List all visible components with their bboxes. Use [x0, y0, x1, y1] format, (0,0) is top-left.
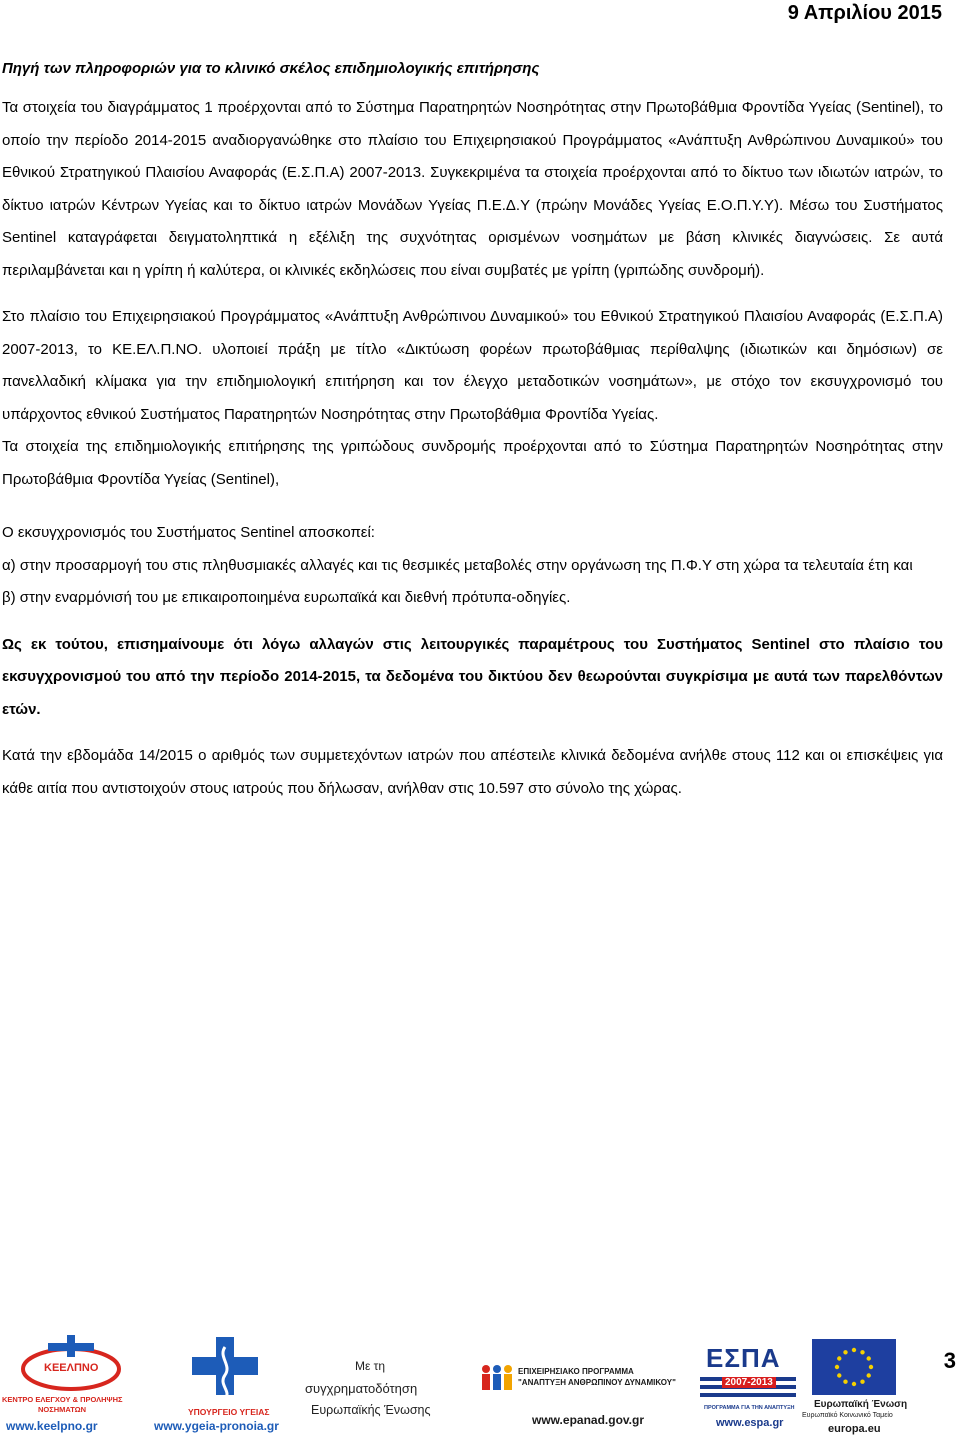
- eu-star-icon: [860, 1380, 864, 1384]
- espa-name: ΕΣΠΑ: [706, 1343, 781, 1373]
- paragraph-flu-data: Τα στοιχεία της επιδημιολογικής επιτήρησης της γριπώδους συνδρομής προέρχονται από το Σύστημα Παρατηρητών Νοσηρότητας στην Πρωτοβάθμια Φροντίδα Υγείας (Sentinel),: [2, 438, 943, 488]
- eu-star-icon: [837, 1356, 841, 1360]
- ministry-url[interactable]: www.ygeia-pronoia.gr: [154, 1419, 279, 1433]
- eu-flag-icon: [812, 1339, 896, 1395]
- eu-star-icon: [837, 1373, 841, 1377]
- eu-star-icon: [867, 1356, 871, 1360]
- ministry-logo: [152, 1333, 302, 1440]
- espa-url[interactable]: www.espa.gr: [716, 1417, 784, 1429]
- epanad-logo: [476, 1357, 694, 1437]
- espa-logo: [700, 1343, 800, 1437]
- paragraph-goal-b: β) στην εναρμόνισή του με επικαιροποιημένα ευρωπαϊκά και διεθνή πρότυπα-οδηγίες.: [2, 589, 571, 606]
- eu-star-icon: [860, 1350, 864, 1354]
- epanad-line1: ΕΠΙΧΕΙΡΗΣΙΑΚΟ ΠΡΟΓΡΑΜΜΑ: [518, 1367, 634, 1376]
- section-title: Πηγή των πληροφοριών για το κλινικό σκέλος επιδημιολογικής επιτήρησης: [2, 60, 540, 77]
- cofunding-line1: Με τη: [355, 1359, 386, 1373]
- paragraph-week-stats: Κατά την εβδομάδα 14/2015 ο αριθμός των συμμετεχόντων ιατρών που απέστειλε κλινικά δεδομένα ανήλθε στους 112 και οι επισκέψεις για κάθε αιτία που αντιστοιχούν στους ιατρούς που δήλωσαν, ανήλθαν στις 10.597 στο σύνολο της χώρας.: [2, 747, 943, 797]
- keelpno-line1: ΚΕΝΤΡΟ ΕΛΕΓΧΟΥ & ΠΡΟΛΗΨΗΣ: [2, 1395, 123, 1404]
- paragraph-modernisation: Ο εκσυγχρονισμός του Συστήματος Sentinel αποσκοπεί:: [2, 524, 375, 541]
- epanad-line2: "ΑΝΑΠΤΥΞΗ ΑΝΘΡΩΠΙΝΟΥ ΔΥΝΑΜΙΚΟΥ": [518, 1378, 676, 1387]
- eu-star-icon: [843, 1350, 847, 1354]
- ministry-cross-icon: [182, 1333, 272, 1405]
- eu-line2: Ευρωπαϊκό Κοινωνικό Ταμείο: [802, 1412, 893, 1419]
- eu-star-icon: [869, 1365, 873, 1369]
- eu-line1: Ευρωπαϊκή Ένωση: [814, 1399, 908, 1410]
- keelpno-logo: [0, 1333, 142, 1440]
- paragraph-data-source: Τα στοιχεία του διαγράμματος 1 προέρχονται από το Σύστημα Παρατηρητών Νοσηρότητας στην Πρωτοβάθμια Φροντίδα Υγείας (Sentinel), το οποίο την περίοδο 2014-2015 αναδιοργανώθηκε στο πλαίσιο του Επιχειρησιακού Προγράμματος «Ανάπτυξη Ανθρώπινου Δυναμικού» του Εθνικού Στρατηγικού Πλαισίου Αναφοράς (Ε.Σ.Π.Α) 2007-2013. Συγκεκριμένα τα στοιχεία προέρχονται από το δίκτυο των ιδιωτών ιατρών, το δίκτυο ιατρών Κέντρων Υγείας και το δίκτυο ιατρών Μονάδων Υγείας Π.Ε.Δ.Υ (πρώην Μονάδες Υγείας Ε.Ο.Π.Υ.Υ). Μέσω του Συστήματος Sentinel καταγράφεται δειγματοληπτικά η εξέλιξη της συχνότητας ορισμένων νοσημάτων με βάση κλινικές διαγνώσεις. Σε αυτά περιλαμβάνεται και η γρίπη ή καλύτερα, οι κλινικές εκδηλώσεις που είναι συμβατές με γρίπη (γριπώδης συνδρομή).: [2, 99, 943, 279]
- eu-url[interactable]: europa.eu: [828, 1423, 881, 1435]
- espa-years: 2007-2013: [722, 1377, 776, 1388]
- eu-star-icon: [852, 1348, 856, 1352]
- cofunding-line3: Ευρωπαϊκής Ένωσης: [311, 1403, 431, 1417]
- footer-logos: [0, 1333, 960, 1440]
- cofunding-line2: συγχρηματοδότηση: [305, 1381, 418, 1396]
- eu-logo: [800, 1339, 908, 1439]
- espa-line: ΠΡΟΓΡΑΜΜΑ ΓΙΑ ΤΗΝ ΑΝΑΠΤΥΞΗ: [704, 1405, 795, 1411]
- epanad-figures-icon: [476, 1363, 516, 1399]
- keelpno-url[interactable]: www.keelpno.gr: [6, 1419, 98, 1433]
- epanad-url[interactable]: www.epanad.gov.gr: [532, 1413, 645, 1427]
- eu-star-icon: [852, 1382, 856, 1386]
- document-body: [2, 58, 943, 805]
- keelpno-line2: ΝΟΣΗΜΑΤΩΝ: [38, 1405, 87, 1414]
- eu-star-icon: [835, 1365, 839, 1369]
- ministry-name: ΥΠΟΥΡΓΕΙΟ ΥΓΕΙΑΣ: [188, 1407, 270, 1417]
- eu-star-icon: [843, 1380, 847, 1384]
- paragraph-goal-a: α) στην προσαρμογή του στις πληθυσμιακές αλλαγές και τις θεσμικές μεταβολές στην οργάνωση της Π.Φ.Υ στη χώρα τα τελευταία έτη και: [2, 556, 913, 574]
- page-number: 3: [943, 1348, 956, 1373]
- page-date: 9 Απριλίου 2015: [787, 2, 942, 24]
- keelpno-name: ΚΕΕΛΠΝΟ: [44, 1362, 99, 1374]
- cofunding-note: [305, 1351, 455, 1436]
- eu-star-icon: [867, 1373, 871, 1377]
- paragraph-comparability-note: Ως εκ τούτου, επισημαίνουμε ότι λόγω αλλαγών στις λειτουργικές παραμέτρους του Συστήματος Sentinel στο πλαίσιο του εκσυγχρονισμού του από την περίοδο 2014-2015, τα δεδομένα του δικτύου δεν θεωρούνται συγκρίσιμα με αυτά των παρελθόντων ετών.: [2, 635, 943, 718]
- paragraph-program: Στο πλαίσιο του Επιχειρησιακού Προγράμματος «Ανάπτυξη Ανθρώπινου Δυναμικού» του Εθνικού Στρατηγικού Πλαισίου Αναφοράς (Ε.Σ.Π.Α) 2007-2013, το ΚΕ.ΕΛ.Π.ΝΟ. υλοποιεί πράξη με τίτλο «Δικτύωση φορέων πρωτοβάθμιας περίθαλψης (ιδιωτικών και δημόσιων) σε πανελλαδική κλίμακα για την επιδημιολογική επιτήρηση και τον έλεγχο μεταδοτικών νοσημάτων», με στόχο τον εκσυγχρονισμό του υπάρχοντος εθνικού Συστήματος Παρατηρητών Νοσηρότητας στην Πρωτοβάθμια Φροντίδα Υγείας.: [2, 308, 943, 423]
